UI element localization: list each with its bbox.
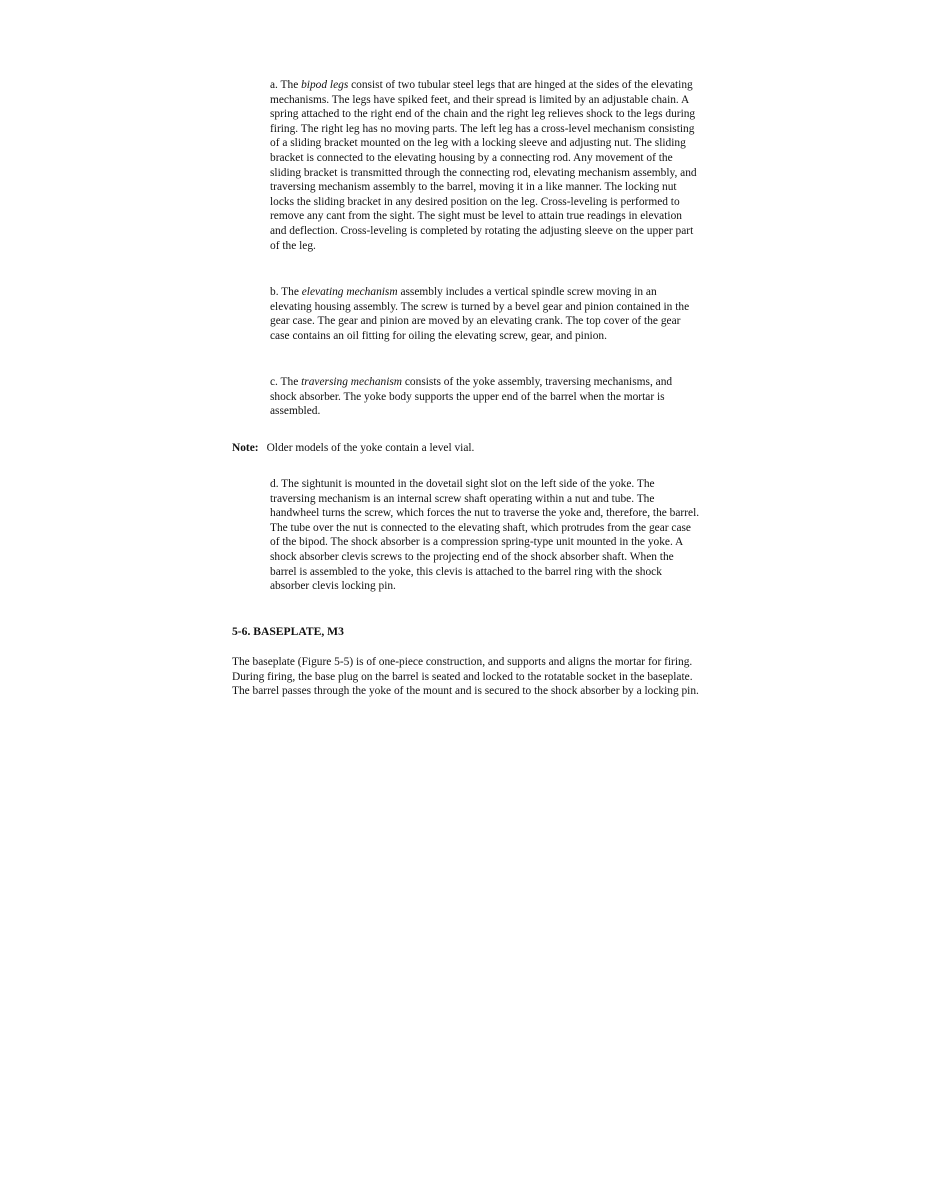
paragraph-body: consist of two tubular steel legs that are hinged at the sides of the elevating mechanisms. The legs have spiked feet, and their spread is limited by an adjustable chain. A spring attached to the right end of the chain and the right leg relieves shock to the legs during firing. The right leg has no moving parts. The left leg has a cross-level mechanism consisting of a sliding bracket mounted on the leg with a locking sleeve and adjusting nut. The sliding bracket is connected to the elevating housing by a connecting rod. Any movement of the sliding bracket is transmitted through the connecting rod, elevating mechanism assembly, and traversing mechanism assembly to the barrel, moving it in a like manner. The locking nut locks the sliding bracket in any desired position on the leg. Cross-leveling is performed to remove any cant from the sight. The sight must be level to attain true readings in elevation and deflection. Cross-leveling is completed by rotating the adjusting sleeve on the upper part of the leg.	[270, 79, 697, 252]
paragraph-elevating-mechanism	[270, 285, 700, 343]
paragraph-bipod-legs	[270, 78, 700, 253]
paragraph-lead: b. The	[270, 286, 302, 298]
term-bipod-legs: bipod legs	[301, 79, 349, 91]
note	[232, 441, 702, 456]
paragraph-body: consists of the yoke assembly, traversing mechanisms, and shock absorber. The yoke body supports the upper end of the barrel when the mortar is assembled.	[270, 376, 673, 418]
paragraph-lead: c. The	[270, 376, 302, 388]
paragraph-baseplate: The baseplate (Figure 5-5) is of one-piece construction, and supports and aligns the mortar for firing. During firing, the base plug on the barrel is seated and locked to the rotatable socket in the baseplate. The barrel passes through the yoke of the mount and is secured to the shock absorber by a locking pin.	[232, 656, 699, 698]
term-traversing-mechanism: traversing mechanism	[301, 376, 403, 388]
paragraph-traversing-mechanism	[270, 375, 700, 419]
note-text: Older models of the yoke contain a level vial.	[266, 442, 475, 454]
term-elevating-mechanism: elevating mechanism	[301, 286, 398, 298]
paragraph-sight-unit: d. The sightunit is mounted in the dovetail sight slot on the left side of the yoke. The traversing mechanism is an internal screw shaft operating within a nut and tube. The handwheel turns the screw, which forces the nut to traverse the yoke and, therefore, the barrel. The tube over the nut is connected to the elevating shaft, which protrudes from the gear case of the bipod. The shock absorber is a compression spring-type unit mounted in the yoke. A shock absorber clevis screws to the projecting end of the shock absorber shaft. When the barrel is assembled to the yoke, this clevis is attached to the barrel ring with the shock absorber clevis locking pin.	[270, 478, 700, 593]
section-heading-baseplate: 5-6. BASEPLATE, M3	[232, 625, 344, 638]
note-label: Note:	[232, 442, 259, 454]
paragraph-lead: a. The	[270, 79, 302, 91]
paragraph-body: assembly includes a vertical spindle screw moving in an elevating housing assembly. The screw is turned by a bevel gear and pinion contained in the gear case. The gear and pinion are moved by an elevating crank. The top cover of the gear case contains an oil fitting for oiling the elevating screw, gear, and pinion.	[270, 286, 690, 342]
